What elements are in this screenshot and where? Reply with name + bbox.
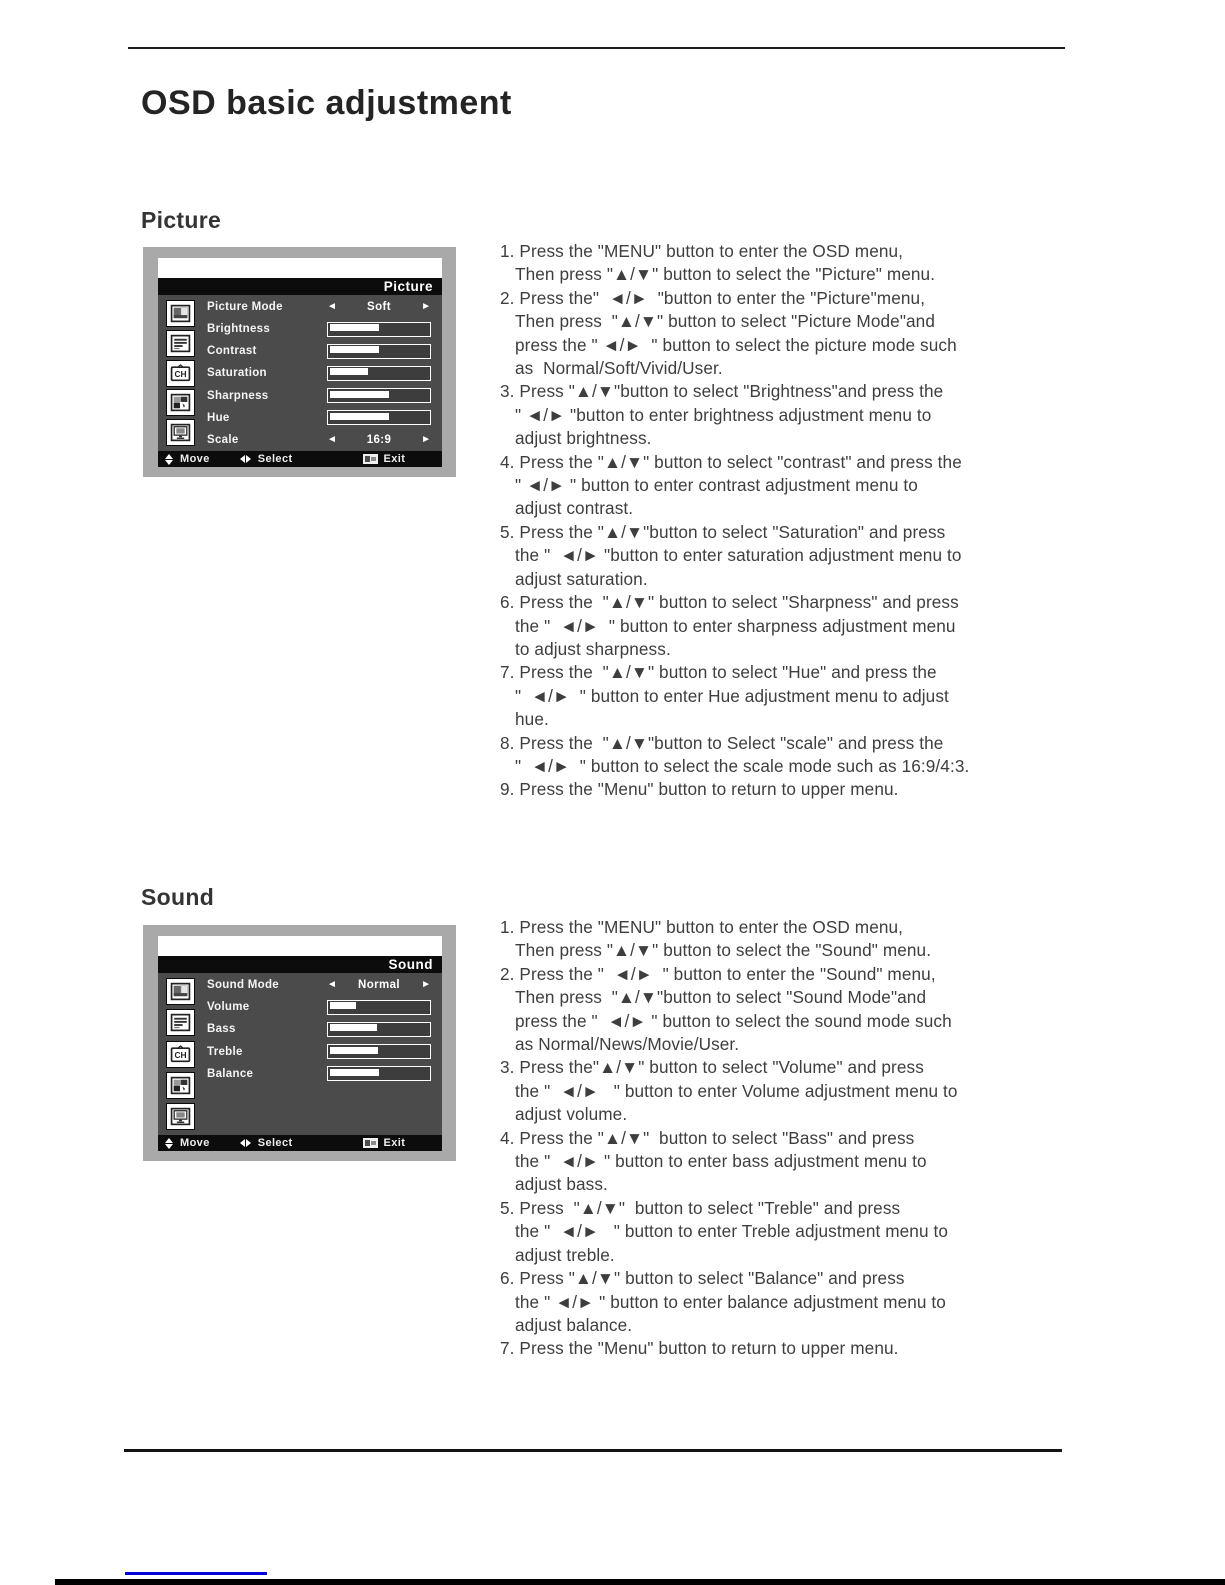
blue-underline: [125, 1572, 267, 1575]
osd-row-label: Treble: [207, 1045, 243, 1058]
footer-move-hint: [165, 1137, 210, 1149]
instruction-step: [500, 963, 1090, 1057]
instruction-line: 7. Press the "▲/▼" button to select "Hue" and press the: [500, 662, 937, 683]
instruction-line: adjust volume.: [515, 1104, 628, 1125]
monitor-icon: [166, 419, 195, 446]
osd-level-bar: [327, 410, 431, 425]
instruction-line: 5. Press "▲/▼" button to select "Treble" and press: [500, 1197, 901, 1218]
instruction-line: " ◄/► " button to select the scale mode such as 16:9/4:3.: [515, 755, 970, 776]
footer-exit-hint: [363, 453, 406, 465]
osd-menu-row: [203, 407, 442, 429]
exit-key-icon: [363, 454, 378, 464]
osd-menu-row: [203, 296, 442, 318]
instruction-line: " ◄/► "button to enter brightness adjustment menu to: [515, 404, 932, 425]
osd-row-label: Bass: [207, 1023, 236, 1036]
instruction-line: 4. Press the "▲/▼" button to select "contrast" and press the: [500, 451, 962, 472]
footer-select-hint: [240, 1137, 293, 1149]
osd-menu-row: [203, 429, 442, 451]
osd-menu-row: [203, 318, 442, 340]
osd-screen: [158, 258, 442, 467]
select-icon: [240, 455, 251, 463]
section-heading: Picture: [141, 207, 222, 233]
instruction-line: 2. Press the " ◄/► " button to enter the "Sound" menu,: [500, 963, 936, 984]
osd-menu-rows: [203, 295, 442, 451]
instruction-step: [500, 661, 1090, 731]
osd-choice-control: [327, 434, 431, 446]
instruction-line: Then press "▲/▼" button to select the "Picture" menu.: [515, 264, 936, 285]
osd-choice-value: 16:9: [366, 433, 392, 446]
osd-row-label: Hue: [207, 411, 230, 424]
top-rule: [128, 47, 1065, 49]
osd-screen: [158, 936, 442, 1151]
osd-level-bar-fill: [330, 1069, 380, 1076]
instruction-line: 1. Press the "MENU" button to enter the OSD menu,: [500, 241, 904, 261]
osd-row-control: [325, 301, 442, 313]
instruction-line: the " ◄/► " button to enter Treble adjustment menu to: [515, 1221, 949, 1242]
monitor-icon: [166, 1103, 195, 1130]
osd-footer-bar: [158, 1135, 442, 1151]
channel-icon: [166, 360, 195, 387]
osd-menu-row: [203, 1041, 442, 1063]
instruction-step: [500, 451, 1090, 521]
osd-level-bar: [327, 1000, 431, 1015]
left-arrow-icon: ◄: [327, 301, 337, 313]
instruction-line: 3. Press the"▲/▼" button to select "Volume" and press: [500, 1057, 924, 1078]
osd-title: Picture: [383, 279, 433, 294]
instruction-line: hue.: [515, 709, 549, 730]
osd-icon-column: [158, 295, 203, 451]
osd-menu-rows: [203, 973, 442, 1135]
instruction-line: adjust brightness.: [515, 428, 652, 449]
picture-icon: [166, 978, 195, 1005]
menu-list-icon: [166, 330, 195, 357]
instruction-step: [500, 732, 1090, 779]
osd-row-label: Saturation: [207, 367, 267, 380]
instruction-steps: [500, 916, 1090, 1361]
osd-menu-row: [203, 1063, 442, 1085]
osd-top-strip: [158, 936, 442, 956]
osd-row-label: Scale: [207, 433, 239, 446]
osd-choice-control: [327, 301, 431, 313]
osd-level-bar: [327, 322, 431, 337]
osd-body: [158, 973, 442, 1135]
osd-choice-value: Normal: [357, 979, 401, 992]
osd-top-strip: [158, 258, 442, 278]
osd-level-bar-fill: [330, 346, 380, 353]
osd-row-label: Picture Mode: [207, 301, 283, 314]
exit-key-icon: [363, 1138, 378, 1148]
instruction-line: the " ◄/► " button to enter sharpness adjustment menu: [515, 615, 956, 636]
instruction-line: Then press "▲/▼"button to select "Sound Mode"and: [515, 987, 927, 1008]
osd-row-control: [325, 410, 442, 425]
instruction-line: adjust bass.: [515, 1174, 608, 1195]
instruction-line: adjust contrast.: [515, 498, 634, 519]
instruction-line: press the " ◄/► " button to select the sound mode such: [515, 1010, 952, 1031]
osd-title: Sound: [388, 957, 433, 972]
picture-glyph: [170, 304, 191, 323]
osd-row-label: Contrast: [207, 345, 257, 358]
instruction-step: [500, 1197, 1090, 1267]
osd-row-control: [325, 1044, 442, 1059]
move-icon: [165, 1138, 173, 1149]
instruction-line: 9. Press the "Menu" button to return to upper menu.: [500, 779, 899, 800]
instruction-line: 5. Press the "▲/▼"button to select "Saturation" and press: [500, 521, 946, 542]
osd-menu-row: [203, 385, 442, 407]
osd-row-label: Sharpness: [207, 389, 269, 402]
page-bottom-edge: [55, 1579, 1225, 1585]
osd-row-control: [325, 1066, 442, 1081]
instruction-step: [500, 1056, 1090, 1126]
osd-row-control: [325, 322, 442, 337]
instruction-line: " ◄/► " button to enter Hue adjustment menu to adjust: [515, 685, 949, 706]
osd-screenshot: [143, 247, 456, 477]
left-arrow-icon: ◄: [327, 979, 337, 991]
osd-title-bar: [158, 278, 442, 295]
right-arrow-icon: ►: [421, 433, 431, 445]
osd-row-control: [325, 366, 442, 381]
monitor-glyph: [170, 423, 191, 442]
osd-body: [158, 295, 442, 451]
osd-menu-row: [203, 340, 442, 362]
adjust-pointer-icon: [166, 1072, 195, 1099]
svg-text:CH: CH: [174, 1049, 187, 1060]
osd-row-control: [325, 344, 442, 359]
osd-level-bar: [327, 388, 431, 403]
exit-label: Exit: [383, 453, 406, 465]
footer-select-hint: [240, 453, 293, 465]
instruction-line: to adjust sharpness.: [515, 638, 671, 659]
instruction-step: [500, 521, 1090, 591]
instruction-line: Then press "▲/▼" button to select "Picture Mode"and: [515, 311, 935, 332]
channel-glyph: [170, 364, 191, 383]
instruction-step: [500, 287, 1090, 381]
osd-level-bar-fill: [330, 324, 380, 331]
right-arrow-icon: ►: [421, 979, 431, 991]
page-title: OSD basic adjustment: [141, 84, 512, 122]
osd-level-bar-fill: [330, 1002, 357, 1009]
bottom-rule: [124, 1449, 1062, 1452]
instruction-line: the " ◄/► " button to enter Volume adjustment menu to: [515, 1080, 958, 1101]
osd-row-label: Sound Mode: [207, 979, 279, 992]
instruction-line: 2. Press the" ◄/► "button to enter the "Picture"menu,: [500, 287, 926, 308]
osd-footer-bar: [158, 451, 442, 467]
move-label: Move: [180, 1137, 210, 1149]
instruction-line: as Normal/Soft/Vivid/User.: [515, 358, 723, 379]
right-arrow-icon: ►: [421, 301, 431, 313]
instruction-line: 8. Press the "▲/▼"button to Select "scale" and press the: [500, 732, 944, 753]
monitor-glyph: [170, 1107, 191, 1126]
instruction-line: the " ◄/► " button to enter balance adjustment menu to: [515, 1291, 946, 1312]
osd-level-bar: [327, 1066, 431, 1081]
instruction-step: [500, 240, 1090, 287]
osd-level-bar-fill: [330, 1024, 378, 1031]
osd-choice-control: [327, 979, 431, 991]
picture-icon: [166, 300, 195, 327]
menu-list-icon: [166, 1009, 195, 1036]
picture-glyph: [170, 982, 191, 1001]
instruction-line: as Normal/News/Movie/User.: [515, 1034, 740, 1055]
list-glyph: [170, 1013, 191, 1032]
instruction-line: Then press "▲/▼" button to select the "Sound" menu.: [515, 940, 932, 961]
osd-level-bar-fill: [330, 391, 389, 398]
adjust-glyph: [170, 393, 191, 412]
instruction-line: adjust saturation.: [515, 568, 648, 589]
osd-row-control: [325, 1000, 442, 1015]
select-label: Select: [257, 1137, 293, 1149]
osd-menu-row: [203, 974, 442, 996]
channel-glyph: [170, 1045, 191, 1064]
adjust-glyph: [170, 1076, 191, 1095]
osd-menu-row: [203, 1018, 442, 1040]
osd-row-control: [325, 434, 442, 446]
instruction-line: 6. Press "▲/▼" button to select "Balance" and press: [500, 1268, 905, 1289]
osd-title-bar: [158, 956, 442, 973]
list-glyph: [170, 334, 191, 353]
move-icon: [165, 454, 173, 465]
osd-choice-value: Soft: [367, 301, 391, 314]
section-heading: Sound: [141, 884, 215, 910]
instruction-line: 4. Press the "▲/▼" button to select "Bass" and press: [500, 1127, 915, 1148]
osd-icon-column: [158, 973, 203, 1135]
osd-row-label: Balance: [207, 1067, 254, 1080]
instruction-line: 6. Press the "▲/▼" button to select "Sharpness" and press: [500, 592, 959, 613]
instruction-line: 7. Press the "Menu" button to return to upper menu.: [500, 1338, 899, 1359]
osd-level-bar: [327, 344, 431, 359]
osd-level-bar-fill: [330, 413, 389, 420]
footer-move-hint: [165, 453, 210, 465]
osd-menu-row: [203, 362, 442, 384]
select-label: Select: [257, 453, 293, 465]
instruction-line: 3. Press "▲/▼"button to select "Brightness"and press the: [500, 381, 944, 402]
instruction-step: [500, 1267, 1090, 1337]
instruction-line: " ◄/► " button to enter contrast adjustment menu to: [515, 475, 918, 496]
instruction-step: [500, 380, 1090, 450]
osd-row-control: [325, 1022, 442, 1037]
osd-row-label: Volume: [207, 1001, 250, 1014]
osd-row-label: Brightness: [207, 323, 271, 336]
instruction-step: [500, 1127, 1090, 1197]
select-icon: [240, 1139, 251, 1147]
osd-row-control: [325, 388, 442, 403]
instruction-steps: [500, 240, 1090, 802]
instruction-line: the " ◄/► " button to enter bass adjustment menu to: [515, 1151, 927, 1172]
instruction-line: adjust treble.: [515, 1244, 615, 1265]
osd-menu-row: [203, 996, 442, 1018]
instruction-line: adjust balance.: [515, 1314, 633, 1335]
left-arrow-icon: ◄: [327, 433, 337, 445]
move-label: Move: [180, 453, 210, 465]
instruction-step: [500, 916, 1090, 963]
osd-screenshot: [143, 925, 456, 1161]
footer-exit-hint: [363, 1137, 406, 1149]
channel-icon: [166, 1041, 195, 1068]
osd-level-bar-fill: [330, 1047, 379, 1054]
instruction-step: [500, 591, 1090, 661]
instruction-step: [500, 1337, 1090, 1360]
osd-row-control: [325, 979, 442, 991]
instruction-line: the " ◄/► "button to enter saturation adjustment menu to: [515, 545, 962, 566]
instruction-line: press the " ◄/► " button to select the picture mode such: [515, 334, 957, 355]
osd-level-bar-fill: [330, 368, 369, 375]
svg-text:CH: CH: [174, 368, 187, 379]
osd-level-bar: [327, 366, 431, 381]
instruction-step: [500, 778, 1090, 801]
adjust-pointer-icon: [166, 389, 195, 416]
exit-label: Exit: [383, 1137, 406, 1149]
instruction-line: 1. Press the "MENU" button to enter the OSD menu,: [500, 917, 904, 937]
osd-level-bar: [327, 1044, 431, 1059]
osd-level-bar: [327, 1022, 431, 1037]
